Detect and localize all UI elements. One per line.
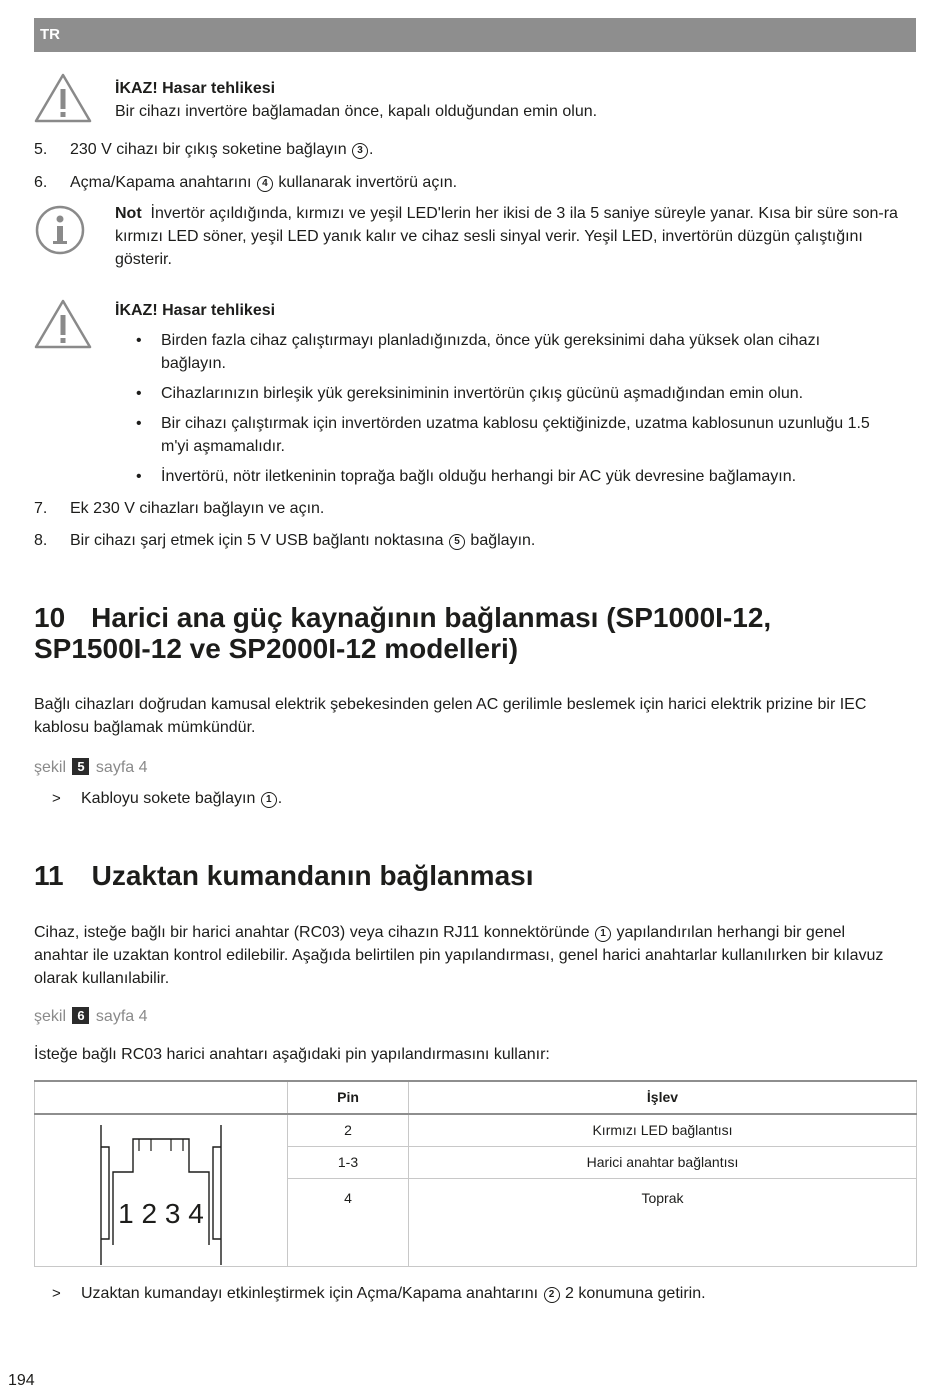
table-intro: İsteğe bağlı RC03 harici anahtarı aşağıdaki pin yapılandırmasını kullanır:: [34, 1046, 550, 1063]
pin-configuration-table: [34, 1080, 917, 1267]
table-cell-pin: 1-3: [288, 1147, 409, 1179]
warning-text: Bir cihazı invertöre bağlamadan önce, kapalı olduğundan emin olun.: [115, 103, 598, 120]
action-text: Kabloyu sokete bağlayın 1 .: [81, 790, 283, 807]
language-header-bar: [34, 18, 916, 52]
callout-number: 1: [261, 792, 277, 808]
table-cell-empty: [288, 1211, 409, 1267]
connector-pin-numbers: 1 2 3 4: [118, 1198, 204, 1229]
connector-diagram-cell: [35, 1114, 288, 1267]
figure-number-badge: 5: [72, 758, 89, 775]
table-header-function: İşlev: [409, 1081, 917, 1114]
warning-bullet: Cihazlarınızın birleşik yük gereksiniminin invertörün çıkış gücünü aşmadığından emin olun.: [161, 385, 804, 402]
callout-number: 1: [595, 926, 611, 942]
step-number: 6.: [34, 174, 48, 191]
note-text: İnvertör açıldığında, kırmızı ve yeşil LED'lerin her ikisi de 3 ila 5 saniye süreyle yanar. Kısa bir süre son-ra kırmızı LED söner, yeşil LED yanık kalır ve cihaz sesli sinyal verir. Yeşil LED, invertörün düzgün çalıştığını gösterir.: [115, 205, 898, 268]
section-10-body: Bağlı cihazları doğrudan kamusal elektrik şebekesinden gelen AC gerilimle beslemek için harici elektrik prizine bir IEC kablosu bağlamak mümkündür.: [34, 696, 867, 736]
step-text: 230 V cihazı bir çıkış soketine bağlayın 3 .: [70, 141, 374, 158]
action-text: Uzaktan kumandayı etkinleştirmek için Açma/Kapama anahtarını 2 2 konumuna getirin.: [81, 1285, 706, 1302]
table-header-pin: Pin: [288, 1081, 409, 1114]
table-cell-function: Harici anahtar bağlantısı: [409, 1147, 917, 1179]
table-cell-pin: 2: [288, 1114, 409, 1147]
table-cell-function: Toprak: [409, 1179, 917, 1211]
warning-triangle-icon: [34, 72, 92, 124]
section-11-body: Cihaz, isteğe bağlı bir harici anahtar (RC03) veya cihazın RJ11 konnektöründe 1 yapılandırılan herhangi bir genel anahtar ile uzaktan kontrol edilebilir. Aşağıda belirtilen pin yapılandırması, genel harici anahtarlar kullanılırken bir kılavuz olarak kullanılabilir.: [34, 924, 884, 987]
step-text: Açma/Kapama anahtarını 4 kullanarak invertörü açın.: [70, 174, 458, 191]
bullet-dot: •: [136, 385, 142, 402]
warning-triangle-icon: [34, 298, 92, 350]
section-number: 11: [34, 860, 64, 891]
note-label: Not: [115, 205, 142, 222]
section-11-heading: 11 Uzaktan kumandanın bağlanması: [34, 860, 534, 891]
figure-number-badge: 6: [72, 1007, 89, 1024]
step-text: Ek 230 V cihazları bağlayın ve açın.: [70, 500, 325, 517]
table-cell-function: Kırmızı LED bağlantısı: [409, 1114, 917, 1147]
rj11-connector-diagram: [91, 1117, 231, 1267]
step-text: Bir cihazı şarj etmek için 5 V USB bağlantı noktasına 5 bağlayın.: [70, 532, 536, 549]
step-number: 5.: [34, 141, 48, 158]
figure-reference[interactable]: şekil 6 sayfa 4: [34, 1008, 148, 1025]
table-row: [35, 1114, 917, 1147]
callout-number: 3: [352, 143, 368, 159]
action-arrow: >: [52, 790, 61, 807]
table-header-blank: [35, 1081, 288, 1114]
section-number: 10: [34, 602, 66, 633]
callout-number: 2: [544, 1287, 560, 1303]
warning-title: İKAZ! Hasar tehlikesi: [115, 80, 276, 97]
step-number: 7.: [34, 500, 48, 517]
bullet-dot: •: [136, 468, 142, 485]
table-cell-empty: [409, 1211, 917, 1267]
callout-number: 4: [257, 176, 273, 192]
language-label: TR: [40, 26, 60, 43]
step-number: 8.: [34, 532, 48, 549]
bullet-dot: •: [136, 332, 142, 349]
callout-number: 5: [449, 534, 465, 550]
figure-reference[interactable]: şekil 5 sayfa 4: [34, 759, 148, 776]
warning-bullet: Bir cihazı çalıştırmak için invertörden uzatma kablosu çektiğinizde, uzatma kablosunun uzunluğu 1.5 m'yi aşmamalıdır.: [161, 415, 870, 455]
bullet-dot: •: [136, 415, 142, 432]
note-block: [115, 202, 915, 271]
warning-bullet: Birden fazla cihaz çalıştırmayı planladığınızda, önce yük gereksinimi daha yüksek olan cihazı bağlayın.: [161, 332, 821, 372]
warning-bullet: İnvertörü, nötr iletkeninin toprağa bağlı olduğu herhangi bir AC yük devresine bağlamayın.: [161, 468, 797, 485]
action-arrow: >: [52, 1285, 61, 1302]
page-number: 194: [8, 1372, 35, 1389]
table-header-row: [35, 1081, 917, 1114]
warning-title: İKAZ! Hasar tehlikesi: [115, 302, 276, 319]
section-10-heading: 10 Harici ana güç kaynağının bağlanması (SP1000I-12, SP1500I-12 ve SP2000I-12 modelleri): [34, 602, 772, 664]
table-cell-pin: 4: [288, 1179, 409, 1211]
info-icon: [34, 204, 86, 256]
